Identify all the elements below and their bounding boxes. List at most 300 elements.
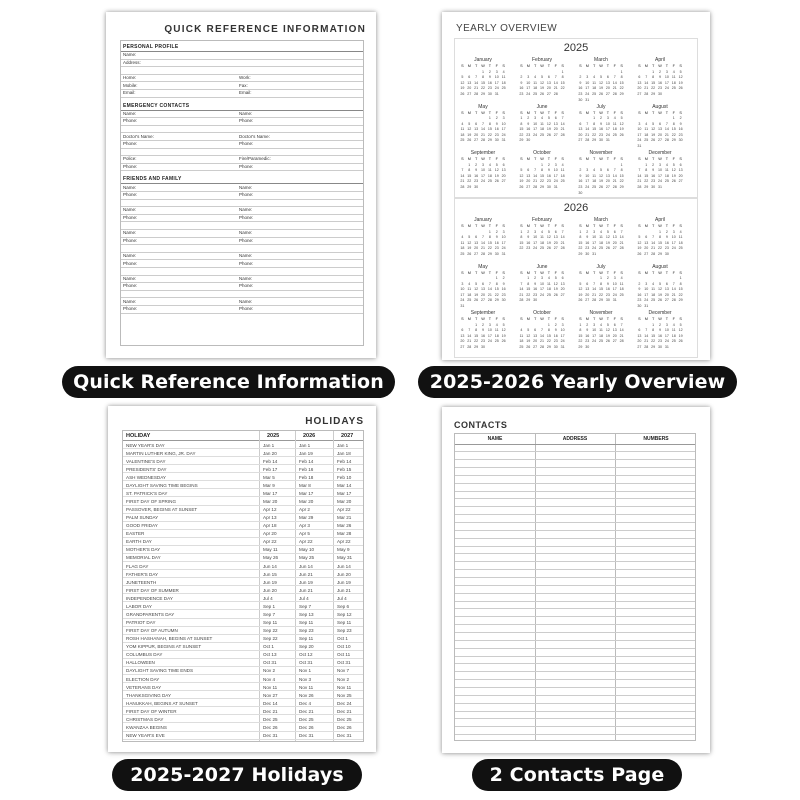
- day-number: 23: [474, 179, 479, 184]
- day-number: 29: [619, 91, 624, 96]
- weekday-label: T: [474, 270, 478, 275]
- day-number: 16: [519, 86, 524, 91]
- day-number: 16: [678, 127, 683, 132]
- day-number: 18: [619, 287, 624, 292]
- day-number: 27: [460, 344, 465, 349]
- weekday-label: T: [533, 317, 537, 321]
- holiday-date: Sep 6: [337, 603, 350, 609]
- month-name: June: [536, 103, 548, 110]
- day-number: 9: [579, 173, 582, 178]
- day-number: 25: [540, 132, 544, 137]
- day-number: 3: [502, 116, 505, 121]
- month-calendar: [636, 104, 684, 150]
- day-number: [539, 138, 546, 144]
- holiday-date: Jul 4: [337, 595, 347, 601]
- holiday-date: Oct 1: [337, 636, 348, 642]
- holiday-name: CHRISTMAS DAY: [126, 716, 164, 722]
- weekday-label: T: [606, 110, 610, 115]
- holiday-row: [123, 707, 363, 715]
- day-number: 16: [494, 240, 499, 245]
- day-number: 26: [526, 344, 531, 349]
- weekday-label: S: [620, 110, 623, 115]
- column-header: HOLIDAY: [126, 433, 151, 439]
- holiday-name: EASTER: [126, 531, 145, 537]
- day-number: 19: [553, 287, 558, 292]
- day-number: 8: [620, 75, 623, 80]
- holiday-date: Jun 14: [299, 563, 313, 569]
- day-number: 4: [561, 162, 564, 167]
- weekday-label: T: [665, 64, 669, 68]
- day-number: 19: [599, 179, 603, 184]
- contact-row-line: [455, 687, 695, 688]
- day-number: 10: [658, 168, 662, 173]
- day-number: [618, 138, 625, 144]
- holiday-name: MOTHER'S DAY: [126, 547, 161, 553]
- month-name: February: [531, 57, 552, 63]
- month-calendar: [636, 264, 684, 310]
- day-number: 27: [585, 298, 590, 303]
- holiday-date: Sep 11: [337, 620, 352, 626]
- weekday-label: M: [526, 224, 530, 228]
- day-number: 14: [560, 121, 565, 126]
- day-number: 1: [620, 162, 623, 167]
- weekday-label: F: [613, 157, 616, 161]
- day-number: 30: [585, 344, 590, 349]
- day-number: 12: [519, 173, 524, 178]
- day-number: 10: [540, 281, 544, 286]
- field-line: [121, 199, 363, 200]
- holiday-date: Sep 22: [263, 628, 278, 634]
- holiday-date: Jun 19: [337, 579, 351, 585]
- weekday-label: S: [638, 64, 641, 68]
- day-number: 19: [494, 173, 499, 178]
- day-number: 18: [494, 333, 499, 338]
- day-number: 21: [519, 292, 524, 297]
- contact-row-line: [455, 475, 695, 476]
- day-number: 29: [481, 91, 485, 96]
- month-calendar: [518, 217, 566, 252]
- day-number: 15: [494, 287, 499, 292]
- day-number: 3: [541, 276, 543, 281]
- week-row: [577, 191, 625, 197]
- weekday-label: T: [547, 110, 551, 115]
- day-number: 24: [481, 179, 485, 184]
- holiday-date: Jun 20: [263, 587, 277, 593]
- day-number: [663, 144, 670, 150]
- weekday-label: M: [644, 64, 648, 68]
- day-number: 28: [612, 91, 617, 96]
- holiday-date: Nov 25: [337, 692, 352, 698]
- day-number: 12: [460, 80, 465, 85]
- day-number: 13: [481, 287, 485, 292]
- day-number: 1: [488, 229, 491, 234]
- day-number: 21: [540, 339, 544, 344]
- day-number: [677, 345, 684, 351]
- day-number: 14: [671, 287, 676, 292]
- year-block: [454, 198, 698, 358]
- day-number: [618, 298, 625, 304]
- holidays-page: [108, 406, 376, 752]
- day-number: 1: [482, 69, 484, 74]
- holiday-name: FIRST DAY OF SUMMER: [126, 587, 179, 593]
- weekday-label: T: [665, 110, 669, 115]
- holiday-date: Jul 4: [263, 595, 273, 601]
- day-number: 25: [664, 179, 669, 184]
- day-number: 26: [678, 339, 683, 344]
- day-number: 8: [488, 235, 491, 240]
- day-number: 26: [474, 298, 479, 303]
- day-number: 5: [672, 162, 675, 167]
- holiday-date: Oct 11: [337, 652, 351, 658]
- quick-reference-form: [120, 40, 364, 346]
- holiday-name: FLAG DAY: [126, 563, 149, 569]
- field-label: Name:: [123, 52, 137, 58]
- day-number: 15: [678, 287, 683, 292]
- weekday-label: T: [488, 317, 492, 321]
- day-number: 2: [679, 116, 682, 121]
- holiday-date: Dec 21: [337, 708, 352, 714]
- day-number: 9: [659, 328, 661, 333]
- day-number: 26: [678, 86, 683, 91]
- day-number: 27: [637, 344, 642, 349]
- weekday-label: W: [481, 224, 485, 228]
- day-number: 19: [546, 127, 551, 132]
- day-number: 25: [533, 91, 538, 96]
- column-header: ADDRESS: [562, 436, 588, 442]
- week-row: [459, 304, 507, 310]
- day-number: 29: [619, 184, 624, 189]
- day-number: 11: [488, 168, 492, 173]
- day-number: 4: [534, 75, 537, 80]
- contact-row-line: [455, 632, 695, 633]
- day-number: 11: [540, 121, 544, 126]
- holiday-date: Oct 13: [263, 652, 277, 658]
- holiday-row: [123, 594, 363, 602]
- holiday-row: [123, 554, 363, 562]
- day-number: 7: [561, 229, 564, 234]
- day-number: 6: [475, 121, 478, 126]
- day-number: 27: [560, 292, 565, 297]
- day-number: 14: [644, 333, 649, 338]
- day-number: 12: [526, 333, 531, 338]
- day-number: 8: [652, 328, 655, 333]
- day-number: 19: [474, 292, 479, 297]
- day-number: [670, 304, 677, 310]
- day-number: 24: [533, 246, 538, 251]
- day-number: [545, 298, 552, 304]
- day-number: 8: [620, 168, 623, 173]
- day-number: 31: [644, 304, 649, 309]
- weekday-label: M: [585, 157, 589, 161]
- day-number: 23: [605, 292, 610, 297]
- weekday-label: M: [467, 157, 471, 161]
- holiday-name: COLUMBUS DAY: [126, 652, 163, 658]
- day-number: 6: [461, 328, 464, 333]
- day-number: 11: [599, 328, 603, 333]
- day-number: 16: [526, 240, 531, 245]
- holiday-date: Feb 18: [299, 474, 314, 480]
- weekday-label: S: [579, 64, 582, 68]
- day-number: 17: [592, 240, 597, 245]
- day-number: 17: [658, 173, 662, 178]
- day-number: 2: [502, 276, 505, 281]
- day-number: 5: [652, 121, 655, 126]
- weekday-label: S: [679, 64, 682, 68]
- day-number: 31: [585, 97, 590, 102]
- day-number: 4: [541, 229, 543, 234]
- day-number: 29: [494, 298, 499, 303]
- holiday-row: [123, 441, 363, 449]
- day-number: 14: [619, 235, 624, 240]
- day-number: 25: [671, 339, 676, 344]
- day-number: 1: [620, 69, 623, 74]
- contact-row-line: [455, 711, 695, 712]
- holidays-table-header: [123, 431, 363, 441]
- holiday-row: [123, 610, 363, 618]
- contact-row-line: [455, 577, 695, 578]
- weekday-label: T: [651, 110, 655, 115]
- day-number: 28: [487, 298, 492, 303]
- field-label: Address:: [123, 59, 141, 65]
- holiday-date: Mar 17: [337, 490, 352, 496]
- day-number: 5: [468, 235, 471, 240]
- day-number: 24: [664, 339, 669, 344]
- day-number: 30: [678, 138, 683, 143]
- day-number: 20: [578, 132, 583, 137]
- day-number: [545, 138, 552, 144]
- weekday-label: T: [547, 317, 551, 321]
- day-number: 3: [554, 162, 557, 167]
- holiday-date: Jul 4: [299, 595, 309, 601]
- field-label: Work:: [239, 75, 251, 80]
- day-number: 4: [541, 116, 543, 121]
- weekday-label: T: [606, 157, 610, 161]
- day-number: 20: [526, 179, 531, 184]
- weekday-label: F: [554, 64, 557, 68]
- day-number: 18: [671, 80, 676, 85]
- weekday-label: S: [579, 110, 582, 115]
- day-number: 2: [586, 229, 589, 234]
- day-number: [473, 304, 480, 310]
- day-number: 17: [526, 86, 531, 91]
- field-label: Doctor's Name:: [123, 133, 154, 139]
- day-number: 22: [526, 292, 531, 297]
- day-number: 18: [487, 173, 492, 178]
- day-number: 9: [586, 328, 589, 333]
- day-number: 17: [585, 179, 590, 184]
- day-number: 6: [613, 322, 616, 327]
- holiday-name: ELECTION DAY: [126, 676, 160, 682]
- day-number: 30: [546, 184, 551, 189]
- day-number: 11: [644, 127, 649, 132]
- holiday-name: FIRST DAY OF SPRING: [126, 498, 177, 504]
- weekday-label: T: [665, 157, 669, 161]
- holiday-row: [123, 449, 363, 457]
- day-number: 27: [612, 246, 617, 251]
- weekday-label: F: [495, 64, 498, 68]
- weekday-label: M: [467, 270, 471, 275]
- day-number: 4: [679, 229, 682, 234]
- weekday-label: T: [606, 224, 610, 228]
- month-calendar: [459, 310, 507, 351]
- day-number: 11: [671, 75, 676, 80]
- weekday-label: F: [495, 157, 498, 161]
- section-heading: PERSONAL PROFILE: [123, 44, 179, 50]
- day-number: 10: [501, 121, 506, 126]
- day-number: [650, 144, 657, 150]
- column-header: NUMBERS: [643, 436, 669, 442]
- day-number: 22: [467, 179, 472, 184]
- day-number: 6: [606, 75, 609, 80]
- day-number: 2: [579, 75, 582, 80]
- day-number: 17: [460, 292, 465, 297]
- weekday-label: S: [579, 317, 582, 321]
- month-calendar: [636, 310, 684, 351]
- day-number: 27: [553, 132, 558, 137]
- holiday-row: [123, 481, 363, 489]
- day-number: 20: [605, 179, 610, 184]
- holiday-row: [123, 570, 363, 578]
- day-number: 28: [460, 184, 465, 189]
- day-number: 2: [586, 322, 589, 327]
- weekday-label: M: [585, 270, 589, 275]
- day-number: [611, 98, 618, 104]
- day-number: 9: [652, 168, 655, 173]
- weekday-label: S: [502, 157, 505, 161]
- weekday-label: S: [638, 110, 641, 115]
- day-number: 3: [606, 116, 609, 121]
- day-number: [604, 191, 611, 197]
- day-number: 25: [592, 184, 597, 189]
- day-number: 15: [658, 240, 662, 245]
- day-number: 3: [593, 322, 596, 327]
- field-line: [121, 244, 363, 245]
- day-number: 20: [560, 287, 565, 292]
- day-number: [480, 185, 487, 191]
- contact-row-line: [455, 483, 695, 484]
- week-row: [518, 185, 566, 191]
- day-number: 17: [553, 173, 558, 178]
- day-number: 6: [606, 168, 609, 173]
- yearly-overview-page: [442, 12, 710, 360]
- day-number: 10: [644, 287, 649, 292]
- day-number: 29: [678, 298, 683, 303]
- weekday-label: S: [520, 270, 523, 275]
- weekday-label: T: [592, 64, 596, 68]
- weekday-label: T: [651, 224, 655, 228]
- day-number: [486, 345, 493, 351]
- holiday-name: KWANZAA BEGINS: [126, 724, 167, 730]
- weekday-label: M: [467, 110, 471, 115]
- field-label: Name:: [239, 184, 253, 190]
- day-number: 3: [672, 229, 675, 234]
- day-number: 10: [460, 287, 465, 292]
- contact-row-line: [455, 498, 695, 499]
- weekday-label: W: [481, 317, 485, 321]
- day-number: 21: [592, 292, 597, 297]
- field-label: Phone:: [239, 215, 254, 220]
- day-number: 2: [527, 116, 530, 121]
- holiday-date: May 10: [299, 547, 315, 553]
- day-number: 17: [494, 80, 499, 85]
- weekday-label: M: [467, 64, 471, 68]
- holiday-date: Mar 8: [299, 482, 311, 488]
- day-number: 21: [553, 86, 558, 91]
- week-row: [577, 345, 625, 351]
- column-header: 2025: [267, 433, 280, 439]
- month-calendar: [459, 104, 507, 145]
- day-number: 9: [520, 80, 523, 85]
- weekday-label: W: [540, 110, 544, 115]
- day-number: 10: [585, 80, 590, 85]
- day-number: 24: [553, 179, 558, 184]
- weekday-label: M: [644, 110, 648, 115]
- day-number: 26: [605, 246, 610, 251]
- day-number: 19: [460, 86, 465, 91]
- day-number: 26: [599, 91, 603, 96]
- day-number: 8: [495, 281, 498, 286]
- day-number: 24: [533, 132, 538, 137]
- holiday-date: Mar 14: [337, 482, 352, 488]
- day-number: 7: [593, 281, 596, 286]
- day-number: 16: [481, 333, 485, 338]
- holiday-date: Sep 7: [299, 603, 312, 609]
- day-number: 16: [658, 333, 662, 338]
- holiday-date: Jan 1: [299, 442, 311, 448]
- holiday-date: Dec 14: [263, 700, 278, 706]
- day-number: 15: [519, 240, 524, 245]
- day-number: 8: [645, 168, 648, 173]
- weekday-label: T: [651, 270, 655, 275]
- day-number: 23: [658, 86, 662, 91]
- weekday-label: T: [547, 157, 551, 161]
- weekday-label: F: [495, 270, 498, 275]
- weekday-label: T: [488, 64, 492, 68]
- day-number: 9: [554, 328, 557, 333]
- day-number: 21: [612, 179, 617, 184]
- day-number: 30: [599, 138, 603, 143]
- day-number: 27: [664, 298, 669, 303]
- day-number: 28: [592, 298, 597, 303]
- holiday-date: May 26: [263, 555, 279, 561]
- day-number: 19: [605, 240, 610, 245]
- day-number: 13: [474, 127, 479, 132]
- month-calendar: [459, 217, 507, 258]
- day-number: 27: [467, 91, 472, 96]
- day-number: 1: [488, 116, 491, 121]
- day-number: 16: [533, 287, 538, 292]
- field-line: [121, 170, 363, 171]
- day-number: 6: [638, 328, 641, 333]
- day-number: 29: [540, 184, 544, 189]
- day-number: 31: [664, 344, 669, 349]
- day-number: 25: [467, 298, 472, 303]
- day-number: 26: [651, 138, 656, 143]
- day-number: 28: [671, 298, 676, 303]
- field-label: Name:: [239, 275, 253, 281]
- day-number: 29: [578, 344, 583, 349]
- day-number: 12: [599, 173, 603, 178]
- day-number: 25: [487, 179, 492, 184]
- day-number: 10: [487, 328, 492, 333]
- day-number: 22: [540, 179, 544, 184]
- holiday-row: [123, 691, 363, 699]
- day-number: 14: [460, 173, 465, 178]
- day-number: 13: [605, 80, 610, 85]
- day-number: 13: [678, 168, 683, 173]
- day-number: 24: [487, 339, 492, 344]
- day-number: [657, 304, 664, 310]
